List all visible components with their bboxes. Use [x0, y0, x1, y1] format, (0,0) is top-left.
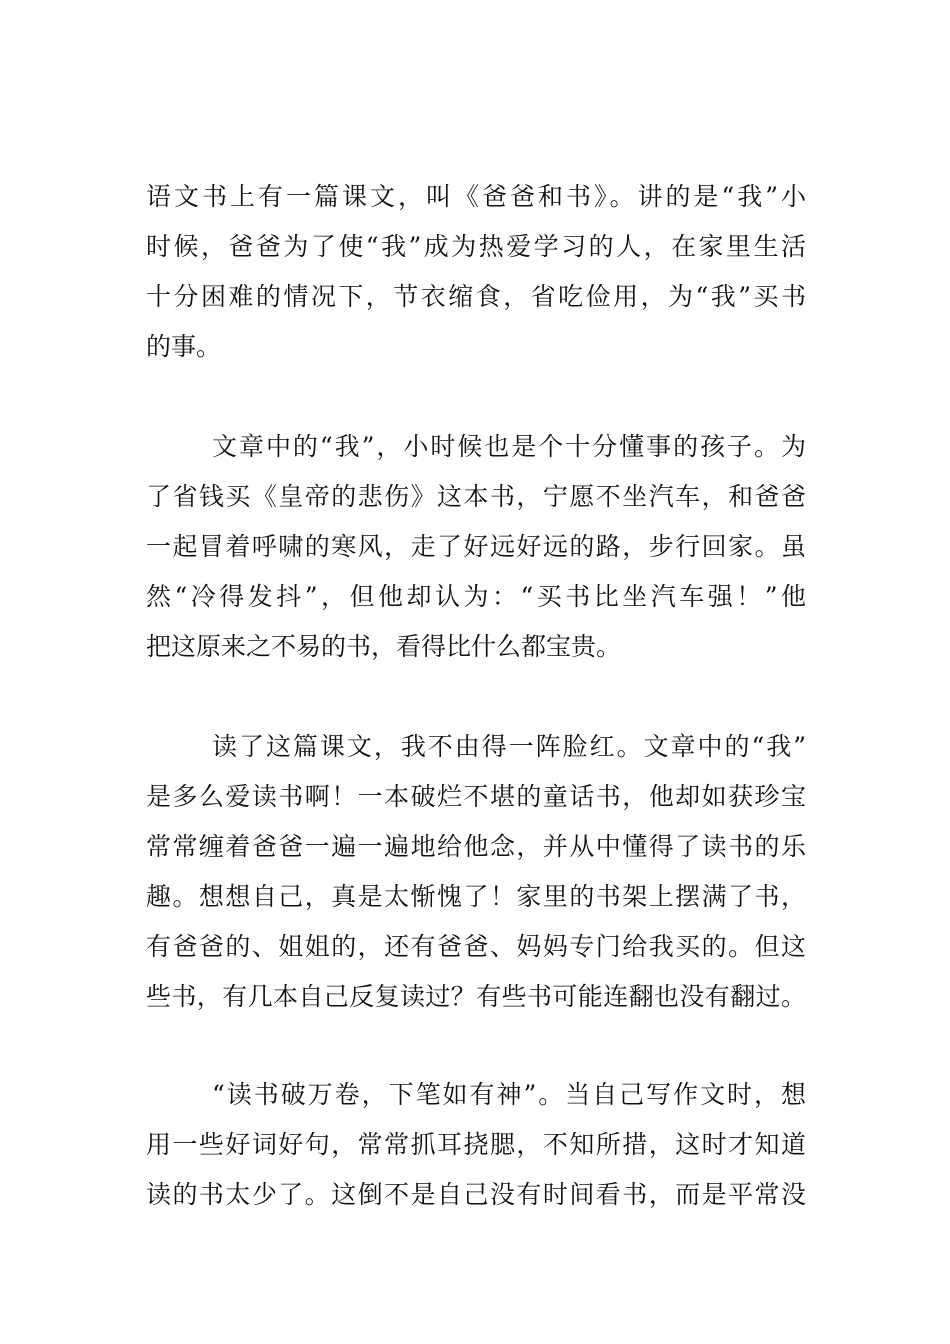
paragraph-line: 把这原来之不易的书，看得比什么都宝贵。 [146, 632, 622, 661]
paragraph-line: 时候，爸爸为了使“我”成为热爱学习的人，在家里生活 [146, 232, 806, 261]
paragraph-line: 十分困难的情况下，节衣缩食，省吃俭用，为“我”买书 [146, 282, 806, 311]
paragraph-4 [146, 1070, 806, 1220]
paragraph-3 [146, 722, 806, 1022]
paragraph-line: 一起冒着呼啸的寒风，走了好远好远的路，步行回家。虽 [146, 532, 806, 561]
paragraph-line: 文章中的“我”，小时候也是个十分懂事的孩子。为 [212, 432, 806, 461]
paragraph-line: 语文书上有一篇课文，叫《爸爸和书》。讲的是“我”小 [146, 182, 806, 211]
paragraph-line: 常常缠着爸爸一遍一遍地给他念，并从中懂得了读书的乐 [146, 832, 806, 861]
paragraph-line: 读了这篇课文，我不由得一阵脸红。文章中的“我” [212, 732, 806, 761]
paragraph-1 [146, 172, 806, 372]
paragraph-line: 然“冷得发抖”，但他却认为：“买书比坐汽车强！”他 [146, 582, 806, 611]
paragraph-2 [146, 422, 806, 672]
paragraph-line: 趣。想想自己，真是太惭愧了！家里的书架上摆满了书， [146, 882, 806, 911]
paragraph-line: 的事。 [146, 332, 222, 361]
paragraph-line: 些书，有几本自己反复读过？有些书可能连翻也没有翻过。 [146, 982, 806, 1011]
paragraph-line: 是多么爱读书啊！一本破烂不堪的童话书，他却如获珍宝 [146, 782, 806, 811]
paragraph-line: 了省钱买《皇帝的悲伤》这本书，宁愿不坐汽车，和爸爸 [146, 482, 806, 511]
paragraph-line: 用一些好词好句，常常抓耳挠腮，不知所措，这时才知道 [146, 1130, 806, 1159]
paragraph-line: 有爸爸的、姐姐的，还有爸爸、妈妈专门给我买的。但这 [146, 932, 806, 961]
paragraph-line: 读的书太少了。这倒不是自己没有时间看书，而是平常没 [146, 1180, 806, 1209]
paragraph-line: “读书破万卷，下笔如有神”。当自己写作文时，想 [212, 1080, 806, 1109]
